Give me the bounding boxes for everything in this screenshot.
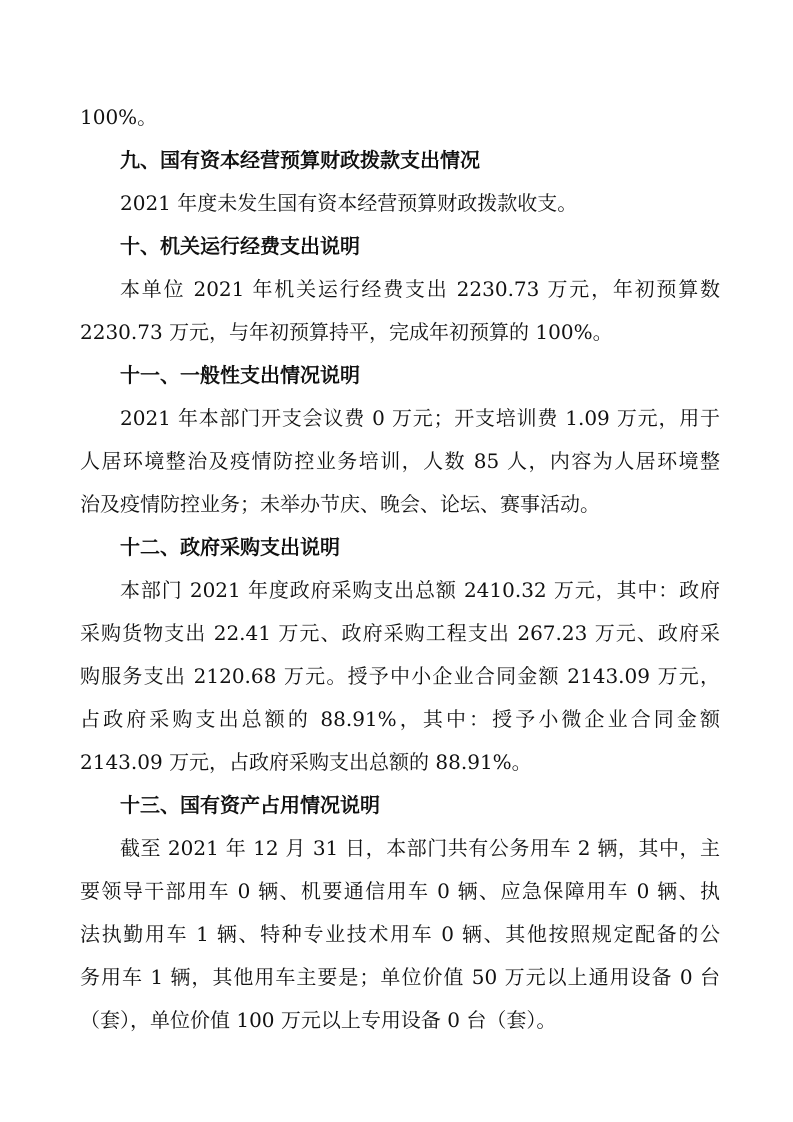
paragraph-line: 截至 2021 年 12 月 31 日，本部门共有公务用车 2 辆，其中，主: [120, 836, 720, 860]
paragraph-line: 要领导干部用车 0 辆、机要通信用车 0 辆、应急保障用车 0 辆、执: [80, 879, 720, 903]
paragraph-line: 占政府采购支出总额的 88.91%，其中：授予小微企业合同金额: [80, 707, 720, 731]
paragraph-line: 2143.09 万元，占政府采购支出总额的 88.91%。: [80, 750, 532, 774]
paragraph-line: 本单位 2021 年机关运行经费支出 2230.73 万元，年初预算数: [120, 277, 720, 301]
paragraph-line: 购服务支出 2120.68 万元。授予中小企业合同金额 2143.09 万元，: [80, 664, 720, 688]
paragraph-line: （套），单位价值 100 万元以上专用设备 0 台（套）。: [80, 1008, 557, 1032]
paragraph-line: 人居环境整治及疫情防控业务培训，人数 85 人，内容为人居环境整: [80, 449, 720, 473]
section-heading-11: 十一、一般性支出情况说明: [120, 363, 360, 387]
paragraph-line: 2021 年本部门开支会议费 0 万元；开支培训费 1.09 万元，用于: [120, 406, 720, 430]
paragraph-line: 本部门 2021 年度政府采购支出总额 2410.32 万元，其中：政府: [120, 578, 720, 602]
paragraph-line: 采购货物支出 22.41 万元、政府采购工程支出 267.23 万元、政府采: [80, 621, 720, 645]
section-heading-12: 十二、政府采购支出说明: [120, 535, 340, 559]
paragraph-line: 务用车 1 辆，其他用车主要是；单位价值 50 万元以上通用设备 0 台: [80, 965, 720, 989]
paragraph-line: 2230.73 万元，与年初预算持平，完成年初预算的 100%。: [80, 320, 613, 344]
paragraph-line: 2021 年度未发生国有资本经营预算财政拨款收支。: [120, 191, 578, 215]
paragraph-line: 法执勤用车 1 辆、特种专业技术用车 0 辆、其他按照规定配备的公: [80, 922, 720, 946]
paragraph-line: 100%。: [80, 105, 158, 129]
section-heading-9: 九、国有资本经营预算财政拨款支出情况: [120, 148, 480, 172]
section-heading-10: 十、机关运行经费支出说明: [120, 234, 360, 258]
section-heading-13: 十三、国有资产占用情况说明: [120, 793, 380, 817]
paragraph-line: 治及疫情防控业务；未举办节庆、晚会、论坛、赛事活动。: [80, 492, 600, 516]
